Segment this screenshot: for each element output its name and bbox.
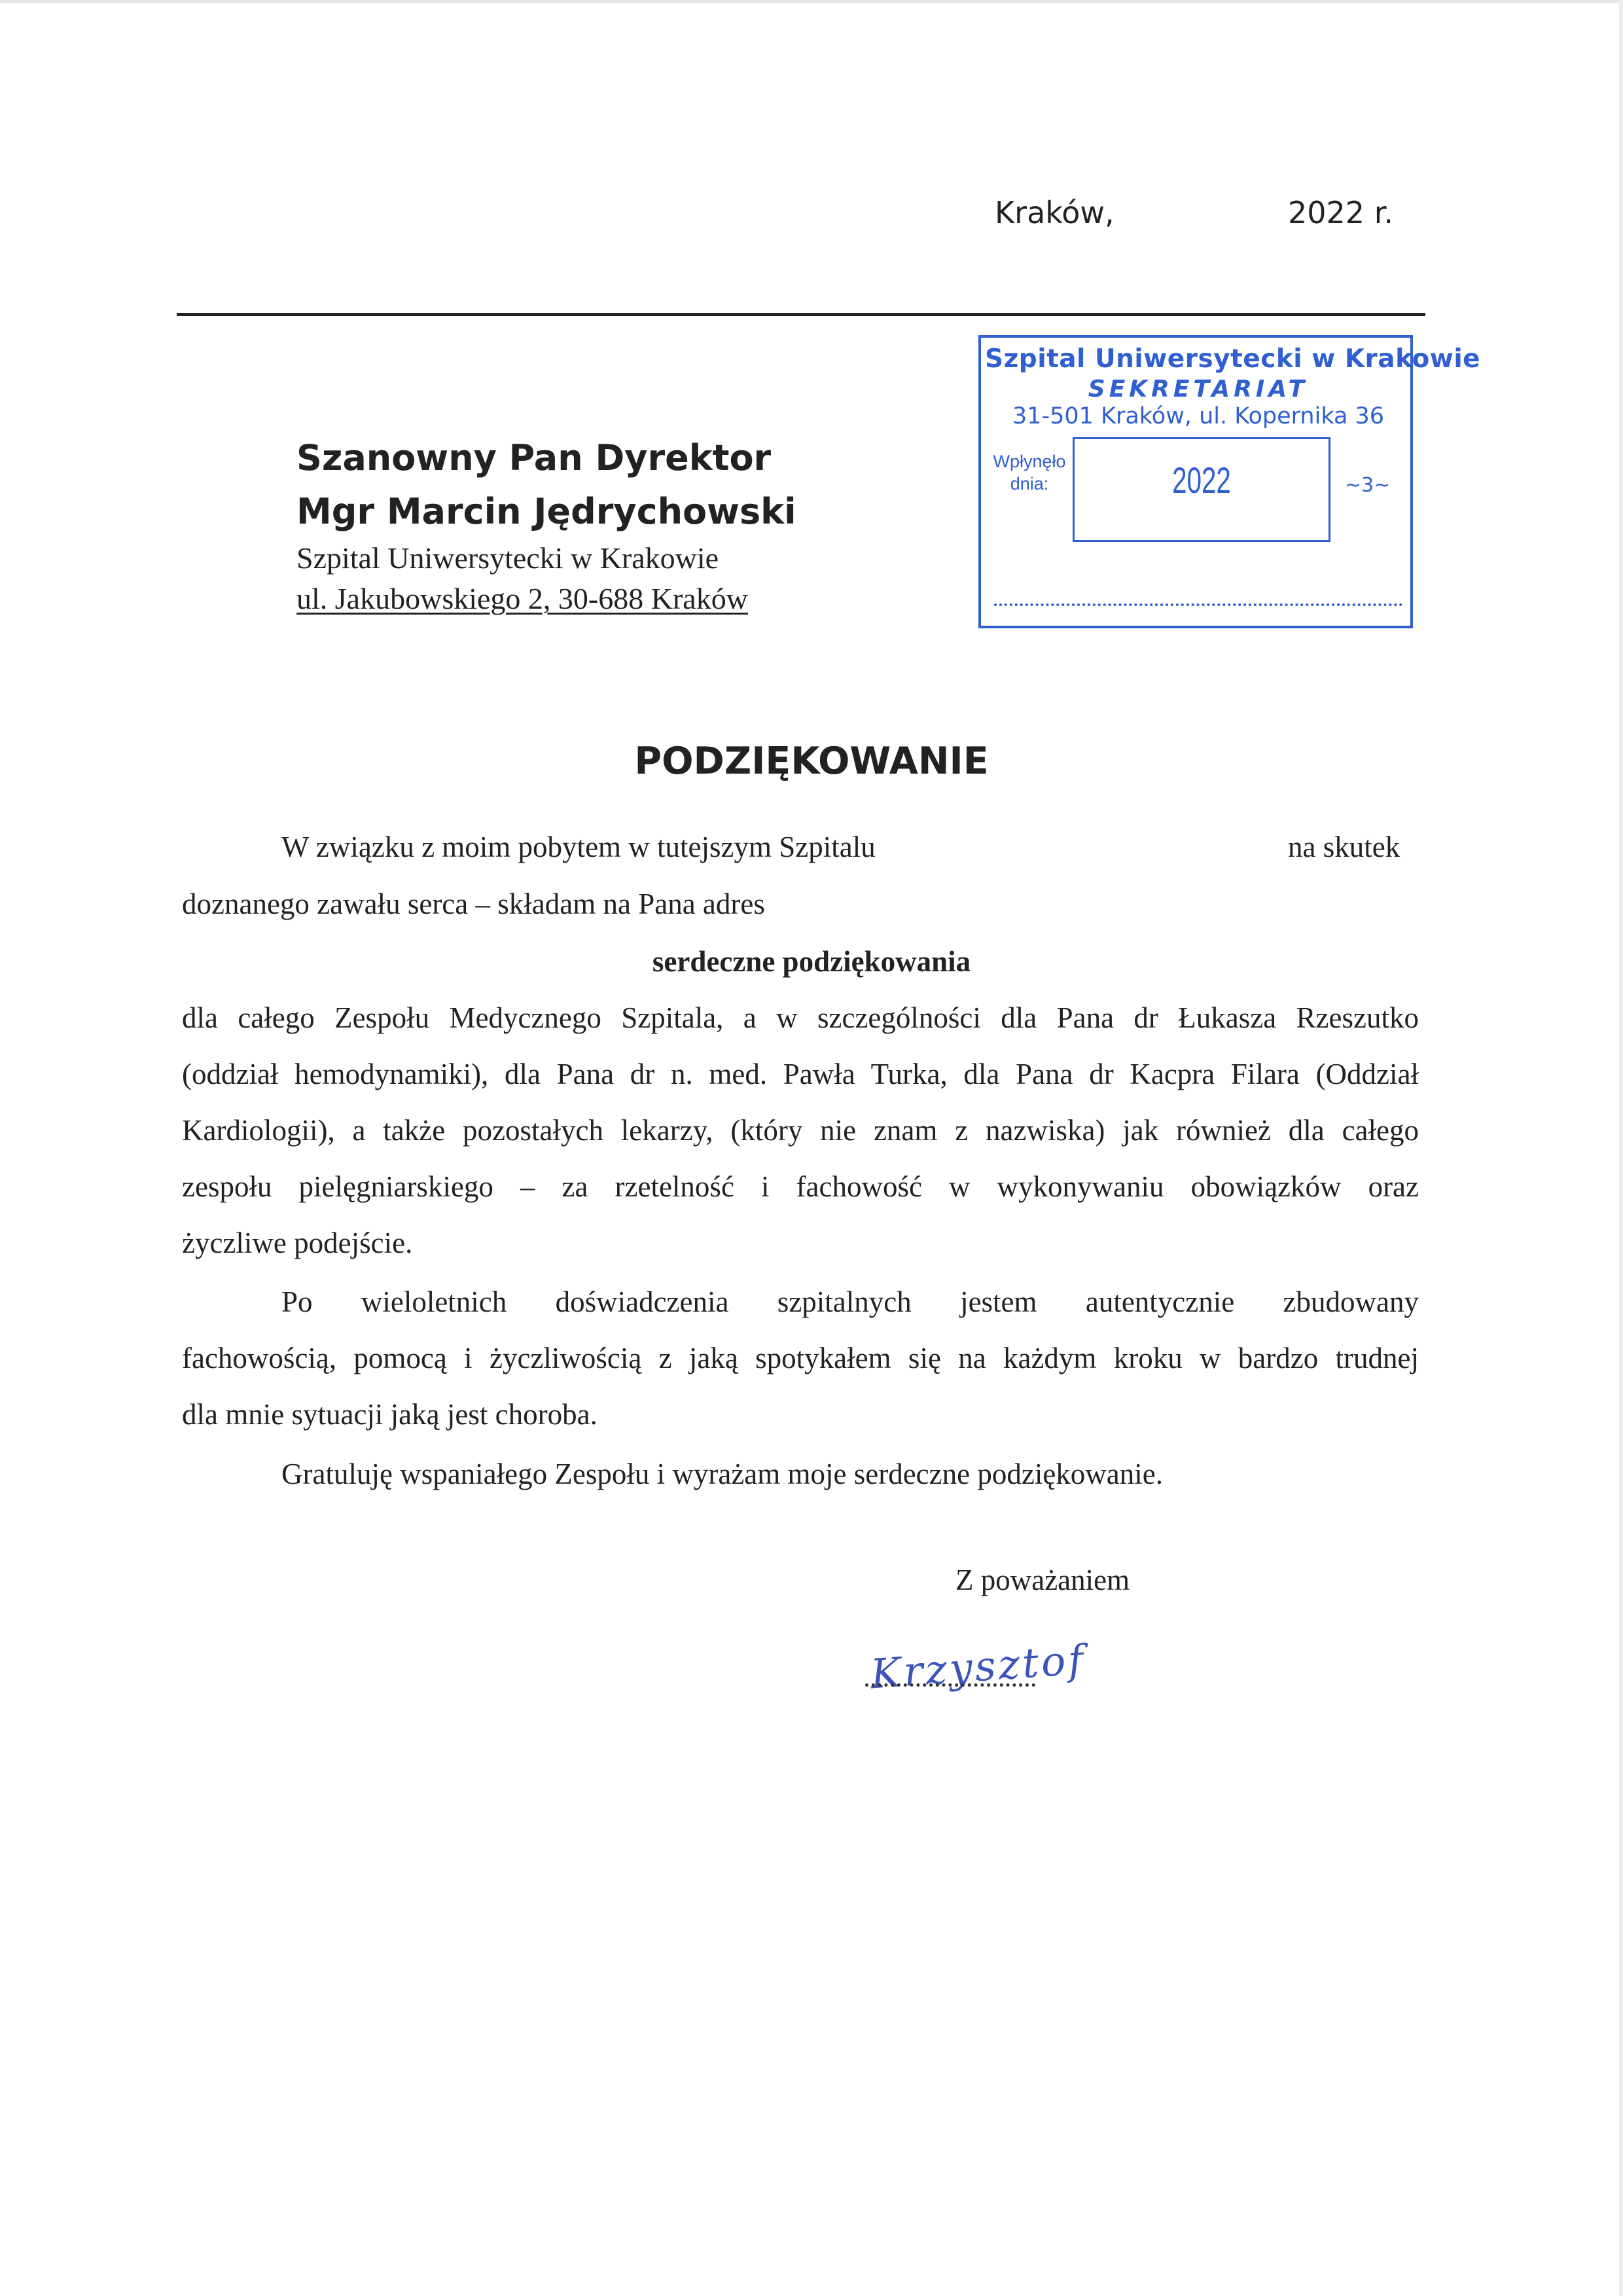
stamp-department: SEKRETARIAT	[1088, 376, 1309, 403]
stamp-received-label	[990, 450, 1069, 495]
paragraph-2-line: zespołu pielęgniarskiego – za rzetelność i fachowość w wykonywaniu obowiązków oraz	[182, 1170, 1419, 1203]
paragraph-3-line: Po wieloletnich doświadczenia szpitalnych jestem autentycznie zbudowany	[281, 1285, 1419, 1318]
paragraph-3-line: dla mnie sytuacji jaką jest choroba.	[182, 1398, 597, 1431]
paragraph-3-line: fachowością, pomocą i życzliwością z jaką spotykałem się na każdym kroku w bardzo trudnej	[182, 1342, 1419, 1374]
addressee-salutation: Szanowny Pan Dyrektor	[296, 437, 772, 478]
received-stamp	[978, 335, 1481, 628]
header-rule	[177, 313, 1425, 316]
stamp-address: 31-501 Kraków, ul. Kopernika 36	[1012, 403, 1385, 429]
stamp-number: ~3~	[1345, 474, 1391, 497]
stamp-dotted-line	[994, 603, 1402, 606]
paragraph-1-start: W związku z moim pobytem w tutejszym Szpitalu	[281, 831, 876, 863]
stamp-received-label-2: dnia:	[1010, 474, 1049, 493]
sign-off: Z poważaniem	[955, 1564, 1130, 1596]
page-top-edge	[0, 0, 1623, 3]
paragraph-1-end: na skutek	[1288, 831, 1400, 863]
stamp-received-date: 2022	[1172, 459, 1231, 501]
paragraph-1-line-2: doznanego zawału serca – składam na Pana adres	[182, 888, 765, 920]
stamp-institution: Szpital Uniwersytecki w Krakowie	[985, 344, 1481, 374]
dateline-year: 2022 r.	[1288, 195, 1393, 230]
paragraph-2-line: życzliwe podejście.	[182, 1227, 413, 1259]
paragraph-3	[182, 1330, 1419, 1443]
emphasis-thanks: serdeczne podziękowania	[652, 945, 971, 978]
signature-dotted-line	[865, 1683, 1035, 1687]
dateline-city: Kraków,	[995, 195, 1115, 230]
addressee-name: Mgr Marcin Jędrychowski	[296, 491, 796, 532]
paragraph-3-first	[281, 1274, 1419, 1330]
paragraph-2	[182, 990, 1419, 1271]
page-right-edge	[1619, 0, 1623, 2296]
paragraph-2-line: Kardiologii), a także pozostałych lekarzy, (który nie znam z nazwiska) jak również dla całego	[182, 1114, 1419, 1147]
handwritten-signature: Krzysztof	[868, 1635, 1088, 1698]
addressee-institution: Szpital Uniwersytecki w Krakowie	[296, 541, 719, 575]
paragraph-4: Gratuluję wspaniałego Zespołu i wyrażam moje serdeczne podziękowanie.	[281, 1458, 1163, 1490]
stamp-received-label-1: Wpłynęło	[993, 452, 1066, 471]
letter-title: PODZIĘKOWANIE	[634, 740, 989, 783]
paragraph-2-line: dla całego Zespołu Medycznego Szpitala, a w szczególności dla Pana dr Łukasza Rzeszutko	[182, 1001, 1419, 1034]
paragraph-2-line: (oddział hemodynamiki), dla Pana dr n. med. Pawła Turka, dla Pana dr Kacpra Filara (Oddział	[182, 1058, 1419, 1090]
addressee-address: ul. Jakubowskiego 2, 30-688 Kraków	[296, 582, 748, 615]
